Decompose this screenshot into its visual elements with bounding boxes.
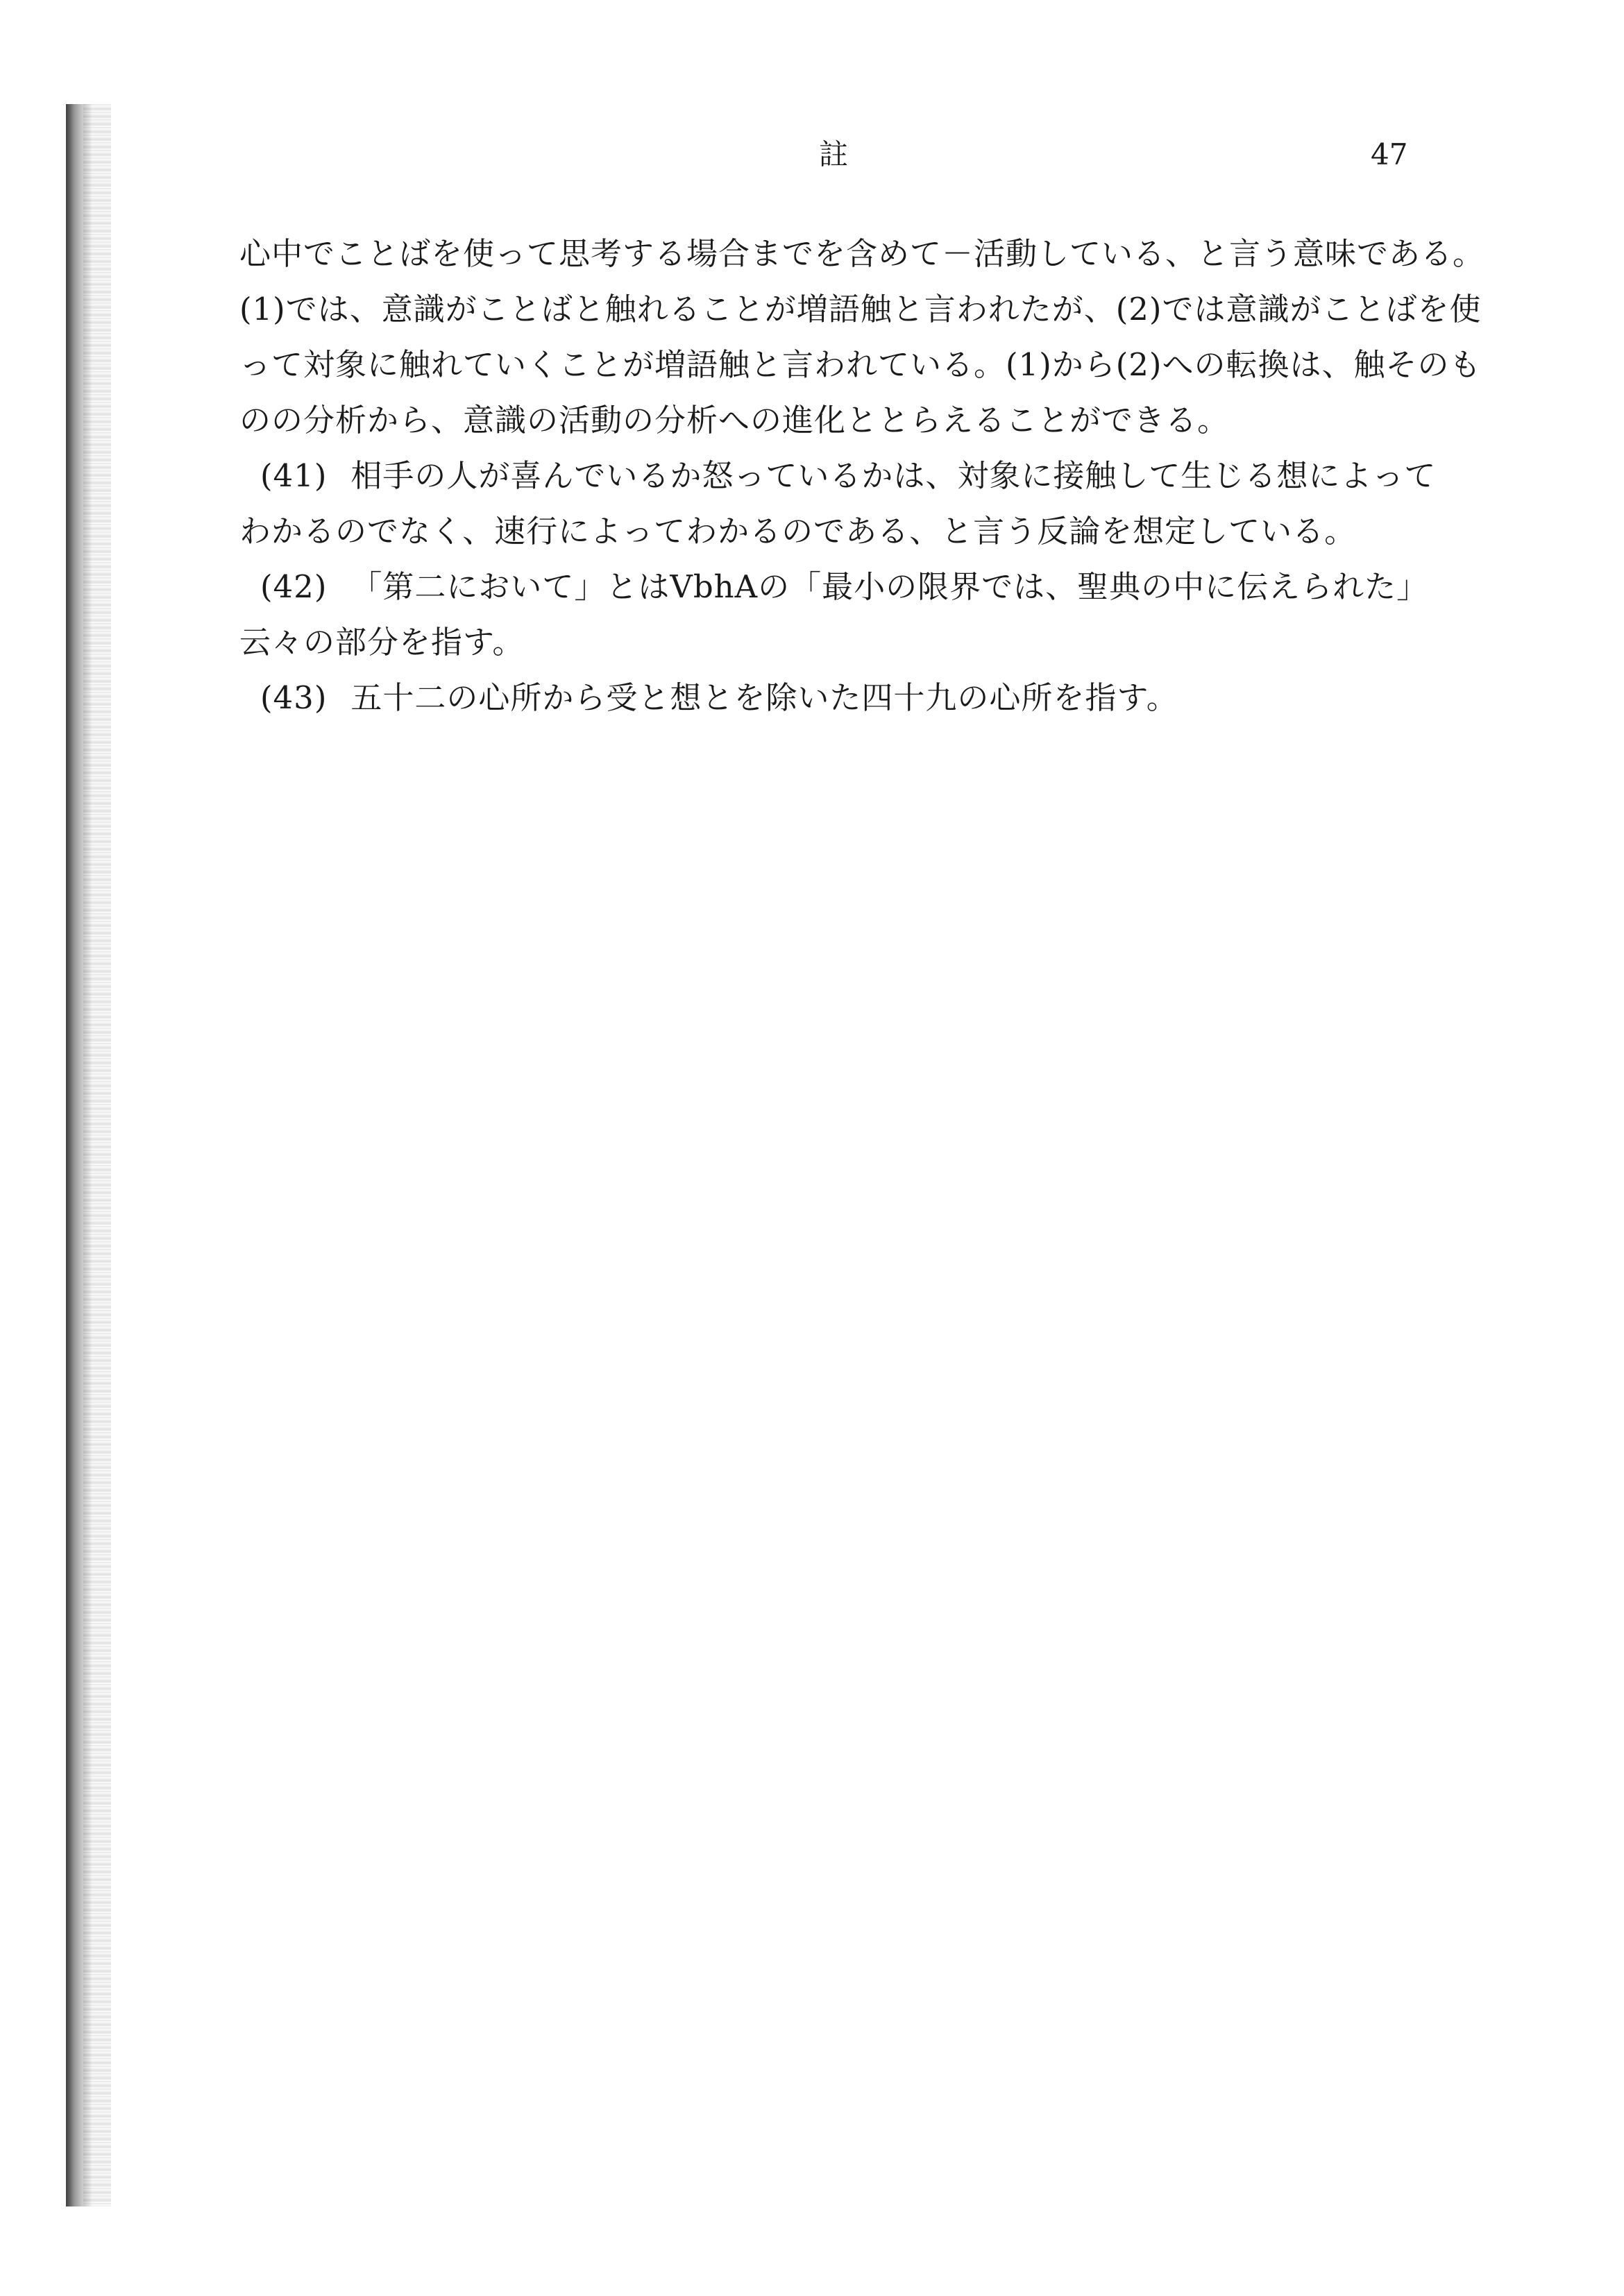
note-43-line-1 [239, 673, 1440, 723]
note-41-line-2: わかるのでなく、速行によってわかるのである、と言う反論を想定している。 [239, 513, 1357, 550]
page-text [239, 229, 1485, 729]
note-text: 相手の人が喜んでいるか怒っているかは、対象に接触して生じる想によって [350, 457, 1437, 494]
note-41-line-1 [239, 451, 1440, 501]
running-head: 註 [819, 137, 850, 171]
body-line: のの分析から、意識の活動の分析への進化ととらえることができる。 [239, 402, 1230, 439]
note-42-line-2: 云々の部分を指す。 [239, 624, 525, 661]
body-line: って対象に触れていくことが増語触と言われている。(1)から(2)への転換は、触そのも [239, 346, 1482, 383]
body-line: (1)では、意識がことばと触れることが増語触と言われたが、(2)では意識がことばを使 [239, 291, 1482, 328]
scan-binding-shadow [83, 104, 111, 2206]
note-number: (43) [260, 679, 328, 716]
page-number: 47 [1371, 137, 1408, 171]
note-text: 「第二において」とはVbhAの「最小の限界では、聖典の中に伝えられた」 [350, 568, 1429, 605]
note-number: (41) [260, 457, 328, 494]
body-line: 心中でことばを使って思考する場合までを含めて－活動している、と言う意味である。 [239, 235, 1485, 272]
note-text: 五十二の心所から受と想とを除いた四十九の心所を指す。 [350, 679, 1178, 716]
note-42-line-1 [239, 562, 1440, 612]
note-number: (42) [260, 568, 328, 605]
